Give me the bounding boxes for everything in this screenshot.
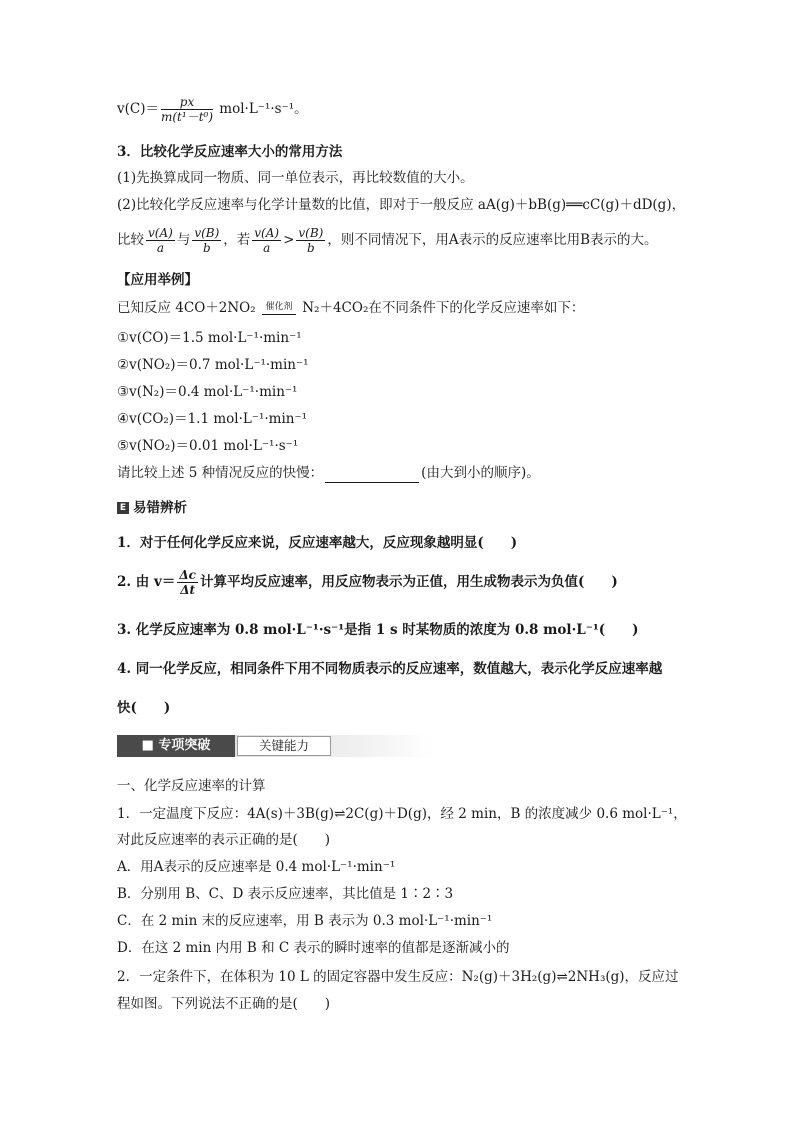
error-q2-pre: 2. 由 v＝: [117, 574, 176, 590]
part1-heading: 一、化学反应速率的计算: [117, 778, 266, 794]
example-item-5: ⑤v(NO₂)＝0.01 mol·L⁻¹·s⁻¹: [117, 438, 299, 454]
part1-option-b: B．分别用 B、C、D 表示反应速率，其比值是 1∶2∶3: [117, 886, 454, 902]
error-q4-continued: 快( ): [117, 700, 171, 716]
error-q2: [117, 568, 618, 597]
answer-blank[interactable]: [325, 468, 419, 483]
rate-fraction: [161, 95, 213, 124]
fraction-vb-b-denominator: b: [202, 241, 211, 255]
rate-formula-lhs: v(C)＝: [117, 101, 159, 117]
error-q1: 1．对于任何化学反应来说，反应速率越大，反应现象越明显( ): [117, 535, 518, 551]
part1-q1-line2: 对此反应速率的表示正确的是( ): [117, 832, 331, 848]
error-q2-post: 计算平均反应速率，用反应物表示为正值，用生成物表示为负值( ): [199, 574, 618, 590]
part1-q1-line1: 1．一定温度下反应：4A(s)＋3B(g)⇌2C(g)＋D(g)，经 2 min，B 的浓度减少 0.6 mol·L⁻¹，: [117, 806, 687, 822]
word-and: 与: [176, 232, 191, 248]
example-heading: 【应用举例】: [117, 272, 198, 288]
fraction-va-a-2-numerator: v(A): [254, 226, 280, 240]
greater-than: >: [283, 232, 295, 248]
section3-item2-comparison: [117, 226, 658, 255]
banner-dark-label: ■ 专项突破: [117, 735, 235, 757]
section3-item1: (1)先换算成同一物质、同一单位表示，再比较数值的大小。: [117, 170, 474, 186]
catalyst-arrow: [262, 302, 296, 315]
delta-fraction-denominator: Δt: [180, 583, 196, 597]
part1-option-c: C．在 2 min 末的反应速率，用 B 表示为 0.3 mol·L⁻¹·min⁻¹: [117, 913, 493, 929]
word-if: ，若: [223, 232, 251, 248]
fraction-va-a-denominator: a: [156, 241, 164, 255]
reaction-arrow-icon: [262, 312, 296, 315]
catalyst-label: 催化剂: [265, 302, 293, 312]
rate-formula-unit: mol·L⁻¹·s⁻¹。: [215, 101, 308, 117]
example-intro-pre: 已知反应 4CO＋2NO₂: [117, 300, 260, 316]
example-intro: [117, 298, 584, 318]
fraction-vb-b-numerator: v(B): [194, 226, 220, 240]
example-item-2: ②v(NO₂)＝0.7 mol·L⁻¹·min⁻¹: [117, 357, 309, 373]
delta-fraction-numerator: Δc: [179, 568, 196, 582]
section-banner: [117, 735, 432, 757]
fraction-va-a-numerator: v(A): [148, 226, 173, 240]
rate-fraction-denominator: m(t¹－t⁰): [161, 110, 214, 124]
part1-q2-line1: 2．一定条件下，在体积为 10 L 的固定容器中发生反应：N₂(g)＋3H₂(g)⇌2NH₃(g)，反应过: [117, 969, 679, 985]
errors-heading-row: [117, 498, 187, 518]
example-intro-post: N₂＋4CO₂在不同条件下的化学反应速率如下：: [297, 300, 585, 316]
section3-item2: (2)比较化学反应速率与化学计量数的比值，即对于一般反应 aA(g)＋bB(g)══cC(g)＋dD(g)，: [117, 197, 686, 213]
part1-option-d: D．在这 2 min 内用 B 和 C 表示的瞬时速率的值都是逐渐减小的: [117, 940, 510, 956]
fraction-vb-b: [192, 226, 221, 255]
example-question: [117, 463, 540, 483]
part1-q2-line2: 程如图。下列说法不正确的是( ): [117, 996, 331, 1012]
fraction-vb-b-2: [296, 226, 325, 255]
fraction-va-a-2-denominator: a: [263, 241, 271, 255]
example-item-1: ①v(CO)＝1.5 mol·L⁻¹·min⁻¹: [117, 330, 302, 346]
delta-fraction: [177, 568, 198, 597]
rate-fraction-numerator: px: [161, 95, 213, 110]
section3-title: 3．比较化学反应速率大小的常用方法: [117, 144, 343, 160]
compare-prefix: 比较: [117, 232, 144, 248]
error-analysis-icon: E: [117, 502, 129, 514]
errors-heading: 易错辨析: [133, 500, 187, 516]
example-item-3: ③v(N₂)＝0.4 mol·L⁻¹·min⁻¹: [117, 384, 298, 400]
compare-suffix: ，则不同情况下，用A表示的反应速率比用B表示的大。: [327, 232, 658, 248]
example-item-4: ④v(CO₂)＝1.1 mol·L⁻¹·min⁻¹: [117, 411, 308, 427]
fraction-vb-b-2-denominator: b: [307, 241, 315, 255]
rate-formula: [117, 95, 308, 124]
error-q3: 3. 化学反应速率为 0.8 mol·L⁻¹·s⁻¹是指 1 s 时某物质的浓度为 0.8 mol·L⁻¹( ): [117, 622, 639, 638]
fraction-va-a-2: [252, 226, 281, 255]
example-question-pre: 请比较上述 5 种情况反应的快慢：: [117, 465, 324, 481]
banner-light-label: 关键能力: [237, 736, 331, 756]
fraction-vb-b-2-numerator: v(B): [298, 226, 324, 240]
error-q4: 4. 同一化学反应，相同条件下用不同物质表示的反应速率，数值越大，表示化学反应速率越: [117, 661, 663, 677]
example-question-post: (由大到小的顺序)。: [421, 465, 540, 481]
fraction-va-a: [146, 226, 175, 255]
part1-option-a: A．用A表示的反应速率是 0.4 mol·L⁻¹·min⁻¹: [117, 859, 396, 875]
